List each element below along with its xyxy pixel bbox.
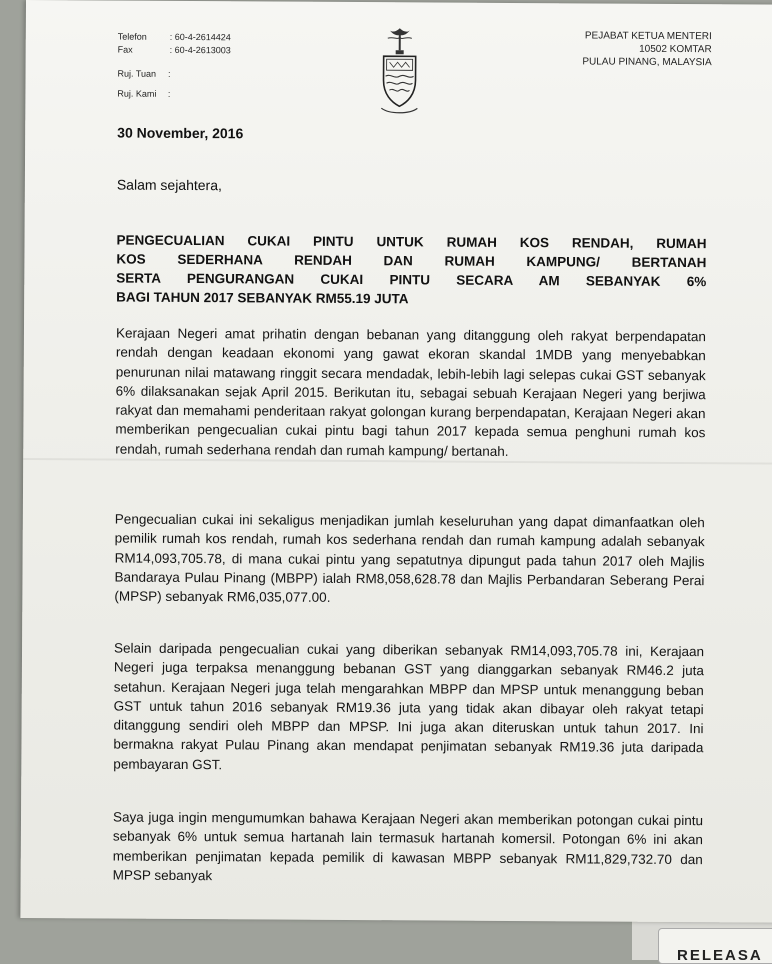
ruj-kami-label: Ruj. Kami <box>117 88 157 99</box>
phone-row <box>118 31 231 45</box>
title-line-1: PENGECUALIAN CUKAI PINTU UNTUK RUMAH KOS RENDAH, RUMAH <box>116 232 707 252</box>
paragraph-3 <box>113 639 704 778</box>
fax-row <box>118 44 231 58</box>
underlying-document-tab: RELEASA <box>658 928 772 964</box>
paragraph-3-text: Selain daripada pengecualian cukai yang diberikan sebanyak RM14,093,705.78 ini, Kerajaan Negeri juga terpaksa menanggung bebanan GST yang dianggarkan sebanyak RM46.2 juta setahun. Kerajaan Negeri juga telah mengarahkan MBPP dan MPSP untuk menanggung beban GST untuk tahun 2016 sebanyak RM19.36 juta yang tidak akan dibayar oleh rakyat tetapi ditanggung sendiri oleh MBPP dan MPSP. Ini juga akan diteruskan untuk tahun 2017. Ini bermakna rakyat Pulau Pinang akan mendapat penjimatan sebanyak RM19.36 juta daripada pembayaran GST. <box>113 640 705 772</box>
penang-state-crest-icon <box>377 24 422 114</box>
office-line-2: 10502 KOMTAR <box>639 43 712 56</box>
underlying-document <box>632 920 772 964</box>
letter-page <box>20 0 772 923</box>
paragraph-1-text: Kerajaan Negeri amat prihatin dengan bebanan yang ditanggung oleh rakyat berpendapatan rendah dengan keadaan ekonomi yang gawat ekoran skandal 1MDB yang menyebabkan penurunan nilai matawang ringgit secara mendadak, lebih-lebih lagi selepas cukai GST sebanyak 6% dilaksanakan sejak April 2015. Berikutan itu, sebagai sebuah Kerajaan Negeri yang berjiwa rakyat dan memahami penderitaan rakyat golongan kurang berpendapatan, Kerajaan Negeri akan memberikan pengecualian cukai pintu bagi tahun 2017 kepada semua penghuni rumah kos rendah, rumah sederhana rendah dan rumah kampung/ bertanah. <box>115 325 707 459</box>
paragraph-2 <box>114 510 705 610</box>
letter-title <box>116 231 706 311</box>
office-line-3: PULAU PINANG, MALAYSIA <box>582 56 712 69</box>
phone-value: : 60-4-2614424 <box>169 31 231 43</box>
paragraph-1 <box>115 324 706 463</box>
title-line-2: KOS SEDERHANA RENDAH DAN RUMAH KAMPUNG/ BERTANAH <box>116 251 707 271</box>
ruj-tuan-row <box>118 69 171 79</box>
fax-label: Fax <box>117 44 133 55</box>
ruj-kami-row <box>117 89 170 99</box>
salutation: Salam sejahtera, <box>116 176 222 194</box>
title-line-4: BAGI TAHUN 2017 SEBANYAK RM55.19 JUTA <box>116 289 409 307</box>
office-address <box>582 29 712 69</box>
fax-value: : 60-4-2613003 <box>169 44 231 56</box>
ruj-tuan-value: : <box>168 68 171 79</box>
ruj-tuan-label: Ruj. Tuan <box>117 68 157 79</box>
office-line-1: PEJABAT KETUA MENTERI <box>584 30 712 43</box>
paragraph-4 <box>113 808 703 889</box>
ruj-kami-value: : <box>167 88 171 99</box>
phone-label: Telefon <box>117 31 147 42</box>
paragraph-2-text: Pengecualian cukai ini sekaligus menjadikan jumlah keseluruhan yang dapat dimanfaatkan oleh pemilik rumah kos rendah, rumah kos sederhana rendah dan rumah kampung adalah sebanyak RM14,093,705.78, di mana cukai pintu yang sepatutnya dipungut pada tahun 2017 oleh Majlis Bandaraya Pulau Pinang (MBPP) ialah RM8,058,628.78 dan Majlis Perbandaran Seberang Perai (MPSP) sebanyak RM6,035,077.00. <box>114 511 705 606</box>
title-line-3: SERTA PENGURANGAN CUKAI PINTU SECARA AM SEBANYAK 6% <box>116 270 707 290</box>
paragraph-4-text: Saya juga ingin mengumumkan bahawa Kerajaan Negeri akan memberikan potongan cukai pintu sebanyak 6% untuk semua hartanah lain termasuk hartanah komersil. Potongan 6% ini akan memberikan penjimatan kepada pemilik di kawasan MBPP sebanyak RM11,829,732.70 dan MPSP sebanyak <box>112 809 704 884</box>
letter-date: 30 November, 2016 <box>117 124 244 142</box>
contact-block <box>118 31 231 58</box>
